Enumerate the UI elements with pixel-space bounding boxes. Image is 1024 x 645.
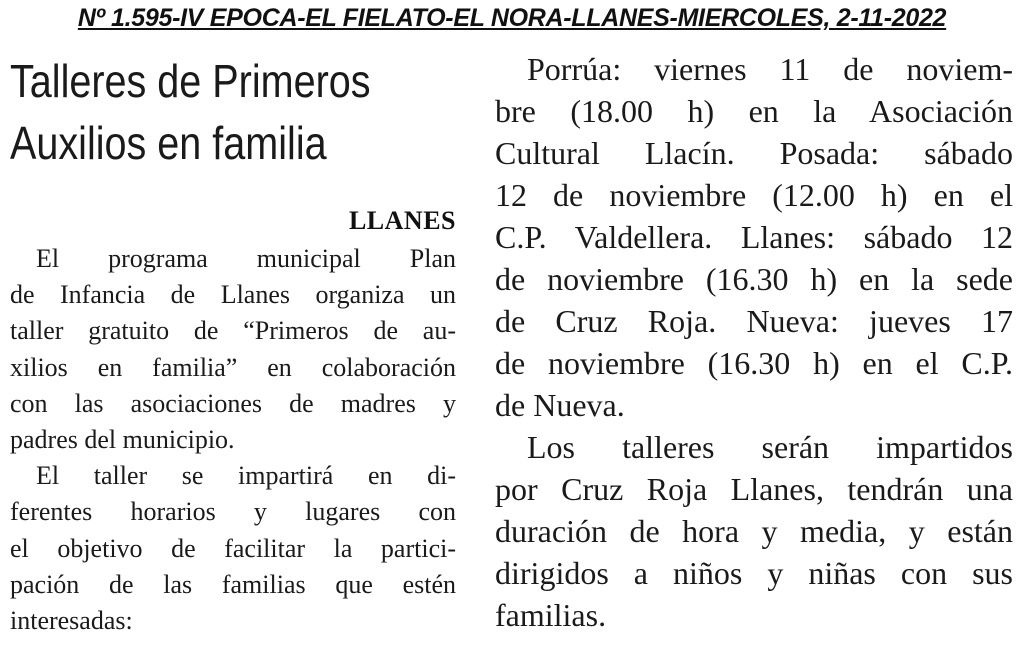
text-line: xilios en familia” en colaboración bbox=[10, 352, 456, 382]
text-line: de Nueva. bbox=[495, 387, 625, 423]
article-column-right bbox=[495, 48, 1013, 636]
article-byline: LLANES bbox=[348, 206, 456, 235]
text-line: C.P. Valdellera. Llanes: sábado 12 bbox=[495, 219, 1013, 255]
article-title-line: Talleres de Primeros bbox=[10, 55, 371, 107]
text-line: El programa municipal Plan bbox=[10, 244, 456, 273]
text-line: Los talleres serán impartidos bbox=[495, 429, 1013, 465]
text-line: dirigidos a niños y niñas con sus bbox=[495, 555, 1013, 591]
text-line: por Cruz Roja Llanes, tendrán una bbox=[495, 471, 1013, 507]
text-line: de noviembre (16.30 h) en la sede bbox=[495, 261, 1013, 297]
newspaper-header: Nº 1.595-IV EPOCA-EL FIELATO-EL NORA-LLANES-MIERCOLES, 2-11-2022 bbox=[77, 4, 947, 32]
text-line: de noviembre (16.30 h) en el C.P. bbox=[495, 345, 1013, 381]
text-line: pación de las familias que estén bbox=[10, 569, 456, 599]
text-line: padres del municipio. bbox=[10, 424, 235, 454]
text-line: bre (18.00 h) en la Asociación bbox=[495, 93, 1013, 129]
text-line: El taller se impartirá en di- bbox=[10, 461, 456, 491]
article-title-line: Auxilios en familia bbox=[10, 117, 327, 169]
text-line: de Cruz Roja. Nueva: jueves 17 bbox=[495, 303, 1013, 339]
text-line: 12 de noviembre (12.00 h) en el bbox=[495, 177, 1013, 213]
text-line: con las asociaciones de madres y bbox=[10, 388, 456, 418]
article-title bbox=[10, 50, 414, 174]
text-line: interesadas: bbox=[10, 605, 133, 635]
text-line: ferentes horarios y lugares con bbox=[10, 497, 456, 527]
text-line: Porrúa: viernes 11 de noviem- bbox=[495, 51, 1013, 87]
text-line: Cultural Llacín. Posada: sábado bbox=[495, 135, 1013, 171]
article-column-left bbox=[10, 241, 456, 639]
text-line: el objetivo de facilitar la partici- bbox=[10, 533, 456, 563]
text-line: taller gratuito de “Primeros de au- bbox=[10, 316, 456, 346]
text-line: de Infancia de Llanes organiza un bbox=[10, 280, 456, 310]
text-line: familias. bbox=[495, 597, 607, 633]
text-line: duración de hora y media, y están bbox=[495, 513, 1013, 549]
